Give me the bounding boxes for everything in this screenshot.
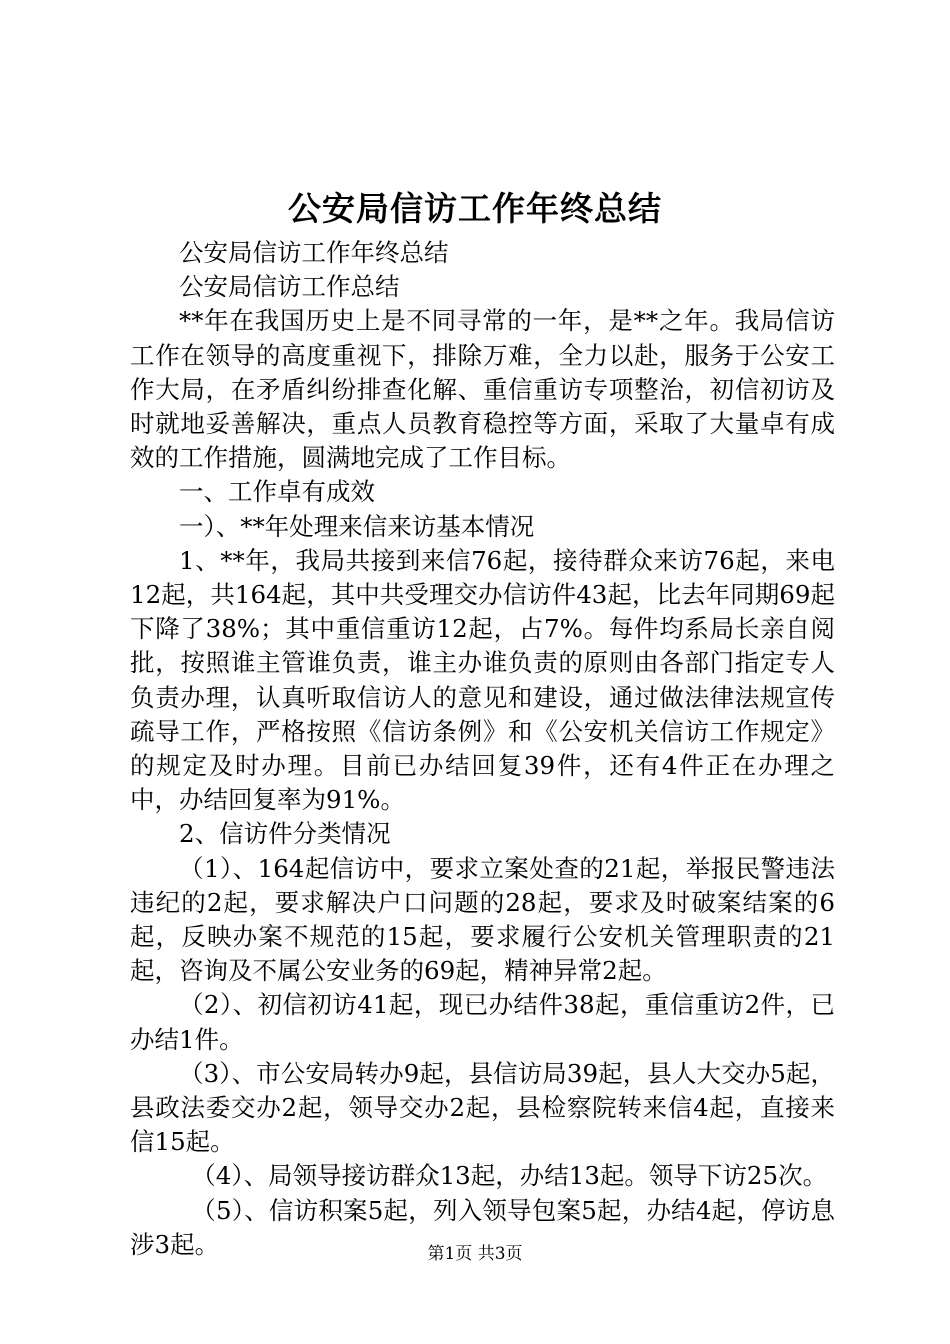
paragraph-heading-repeat: 公安局信访工作年终总结 [179, 238, 449, 267]
paragraph-item-2-heading: 2、信访件分类情况 [179, 819, 391, 849]
document-title: 公安局信访工作年终总结 [288, 189, 662, 228]
document-body [130, 236, 835, 1262]
page-footer: 第1页 共3页 [427, 1244, 523, 1264]
paragraph-item-2-1: （1）、164起信访中，要求立案处查的21起，举报民警违法违纪的2起，要求解决户口问题的28起，要求及时破案结案的6起，反映办案不规范的15起，要求履行公安机关管理职责的21起，咨询及不属公安业务的69起，精神异常2起。 [130, 853, 835, 986]
paragraph-item-1: 1、**年，我局共接到来信76起，接待群众来访76起，来电12起，共164起，其中共受理交办信访件43起，比去年同期69起下降了38%；其中重信重访12起，占7%。每件均系局长亲自阅批，按照谁主管谁负责，谁主办谁负责的原则由各部门指定专人负责办理，认真听取信访人的意见和建设，通过做法律法规宣传疏导工作，严格按照《信访条例》和《公安机关信访工作规定》的规定及时办理。目前已办结回复39件，还有4件正在办理之中，办结回复率为91%。 [130, 545, 835, 815]
subsection-heading-1: 一）、**年处理来信来访基本情况 [179, 511, 535, 541]
section-heading-1: 一、工作卓有成效 [179, 477, 375, 507]
paragraph-intro: **年在我国历史上是不同寻常的一年，是**之年。我局信访工作在领导的高度重视下，排除万难，全力以赴，服务于公安工作大局，在矛盾纠纷排查化解、重信重访专项整治，初信初访及时就地妥善解决，重点人员教育稳控等方面，采取了大量卓有成效的工作措施，圆满地完成了工作目标。 [130, 306, 835, 473]
paragraph-item-2-5: （5）、信访积案5起，列入领导包案5起，办结4起，停访息涉3起。 [130, 1195, 835, 1259]
paragraph-item-2-3: （3）、市公安局转办9起，县信访局39起，县人大交办5起，县政法委交办2起，领导交办2起，县检察院转来信4起，直接来信15起。 [130, 1058, 835, 1157]
paragraph-subtitle: 公安局信访工作总结 [179, 272, 400, 302]
paragraph-item-2-2: （2）、初信初访41起，现已办结件38起，重信重访2件，已办结1件。 [130, 990, 835, 1054]
paragraph-item-2-4: （4）、局领导接访群众13起，办结13起。领导下访25次。 [191, 1161, 828, 1191]
